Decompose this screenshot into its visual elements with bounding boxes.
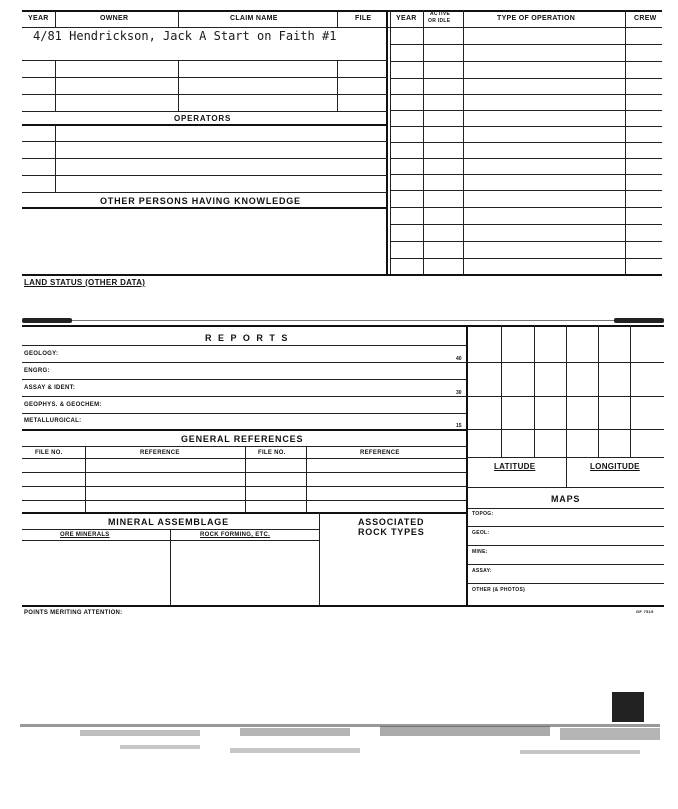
row-line [22,94,387,95]
col-active: ACTIVE [430,11,451,17]
divider [625,10,626,276]
row-line [22,141,387,142]
grid-col [566,325,567,487]
grid-row [467,362,664,363]
ref-line [22,472,466,473]
col-or-idle: OR IDLE [428,18,451,24]
divider [178,11,179,27]
ref-col-reference: REFERENCE [140,450,180,456]
scan-noise [520,750,640,754]
row-line [391,78,662,79]
scan-noise [380,726,550,736]
divider [337,60,338,112]
rock-forming-label: ROCK FORMING, ETC. [200,532,271,538]
row-line [22,396,466,397]
col-file: FILE [355,15,372,22]
scan-noise [240,728,350,736]
reports-line [22,345,466,346]
reports-bottom [22,429,466,431]
report-num: 15 [456,423,462,429]
row-line [391,258,662,259]
form-number: GF 7515 [636,609,654,614]
mineral-assemblage-title: MINERAL ASSEMBLAGE [108,517,229,527]
other-persons-line [22,207,387,209]
report-num: 40 [456,356,462,362]
header-underline [22,27,662,28]
maps-line [467,508,664,509]
middle-top-border [22,325,664,327]
row-line [391,241,662,242]
divider [423,10,424,276]
operators-label: OPERATORS [174,114,232,123]
associated-label: ASSOCIATED [358,517,425,527]
row-line [391,158,662,159]
row-line [22,175,387,176]
ref-line [22,446,466,447]
map-line [467,526,664,527]
grid-col [598,325,599,457]
col-owner: OWNER [100,15,129,22]
row-line [391,110,662,111]
divider [306,446,307,512]
reports-title: R E P O R T S [205,333,290,343]
scan-noise [20,724,660,727]
report-assay: ASSAY & IDENT: [24,385,76,391]
row-line [22,413,466,414]
row-line [391,44,662,45]
maps-title: MAPS [551,494,581,504]
row-line [391,174,662,175]
row-line [391,61,662,62]
ref-bottom [22,512,466,514]
bottom-border [22,274,662,276]
report-geology: GEOLOGY: [24,351,59,357]
land-status-label: LAND STATUS (OTHER DATA) [24,278,146,287]
scan-mark [614,318,664,323]
divider [463,10,464,276]
ref-line [22,500,466,501]
other-persons-label: OTHER PERSONS HAVING KNOWLEDGE [100,196,301,206]
divider [245,446,246,512]
row-line [22,362,466,363]
col-year: YEAR [28,15,49,22]
ref-col-file-no: FILE NO. [35,450,63,456]
row-line [22,111,387,112]
ref-col-reference-2: REFERENCE [360,450,400,456]
operators-line [22,124,387,126]
divider [337,11,338,27]
dashed-line [72,320,614,321]
grid-row [467,396,664,397]
report-geophys: GEOPHYS. & GEOCHEM: [24,402,102,408]
scan-mark [22,318,72,323]
row-line [22,192,387,193]
grid-col [630,325,631,457]
divider [170,529,171,606]
grid-col [501,325,502,457]
scan-noise [80,730,200,736]
map-geol: GEOL: [472,530,490,536]
report-metallurgical: METALLURGICAL: [24,418,82,424]
map-assay: ASSAY: [472,568,492,574]
claim-entry: 4/81 Hendrickson, Jack A Start on Faith #1 [33,29,337,43]
row-line [391,190,662,191]
divider [55,125,56,193]
col-claim-name: CLAIM NAME [230,15,278,22]
row-line [22,60,387,61]
ore-minerals-label: ORE MINERALS [60,532,110,538]
general-references-title: GENERAL REFERENCES [181,434,304,444]
divider [85,446,86,512]
row-line [22,158,387,159]
row-line [22,379,466,380]
row-line [391,126,662,127]
col-crew: CREW [634,15,657,22]
divider [55,11,56,27]
row-line [22,77,387,78]
scan-noise [230,748,360,753]
divider [319,512,320,606]
top-border [22,10,662,12]
row-line [391,224,662,225]
row-line [391,142,662,143]
points-meriting-label: POINTS MERITING ATTENTION: [24,610,123,616]
latitude-label: LATITUDE [494,462,536,471]
grid-row [467,429,664,430]
ref-col-file-no-2: FILE NO. [258,450,286,456]
scan-noise [560,728,660,740]
scan-noise [120,745,200,749]
map-mine: MINE: [472,549,488,555]
map-topog: TOPOG: [472,511,494,517]
row-line [391,207,662,208]
map-other: OTHER (& PHOTOS) [472,587,526,593]
col-type-of-operation: TYPE OF OPERATION [497,15,576,22]
ref-line [22,486,466,487]
map-line [467,564,664,565]
divider [55,60,56,112]
map-line [467,583,664,584]
grid-row [467,487,664,488]
row-line [391,94,662,95]
main-separator-2 [390,10,391,276]
divider [178,60,179,112]
grid-row [467,457,664,458]
map-line [467,545,664,546]
report-engrg: ENGRG: [24,368,50,374]
report-num: 30 [456,390,462,396]
rock-types-label: ROCK TYPES [358,527,425,537]
col-year-2: YEAR [396,15,417,22]
main-separator [386,10,388,276]
middle-bottom-border [22,605,664,607]
scan-block [612,692,644,722]
longitude-label: LONGITUDE [590,462,640,471]
grid-col [534,325,535,457]
ref-line [22,458,466,459]
